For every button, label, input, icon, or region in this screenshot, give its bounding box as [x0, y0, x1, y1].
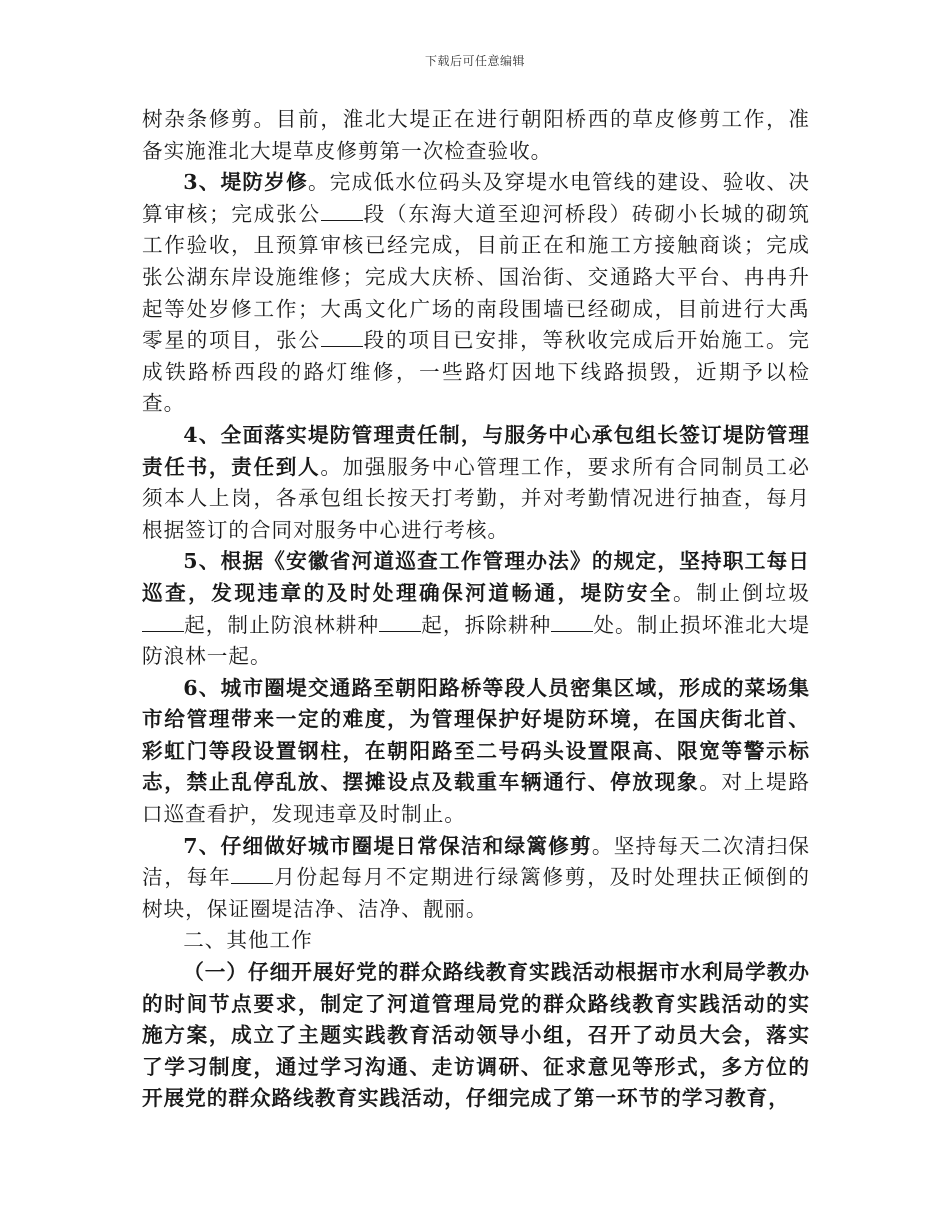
paragraph-text: 起，拆除耕种: [421, 612, 552, 637]
paragraph-text: 段（东海大道至迎河桥段）砖砌小长城的砌筑工作验收，且预算审核已经完成，目前正在和施工方接触商谈；完成张公湖东岸设施维修；完成大庆桥、国治街、交通路大平台、冉冉升起等处岁修工作；大禹文化广场的南段围墙已经砌成，目前进行大禹零星的项目，张公: [142, 201, 811, 353]
fill-blank: [231, 865, 273, 884]
fill-blank: [142, 613, 184, 632]
paragraph-river-patrol: [142, 546, 810, 672]
paragraph-text: 段的项目已安排，等秋收完成后开始施工。完成铁路桥西段的路灯维修，一些路灯因地下线路损毁，近期予以检查。: [142, 328, 811, 416]
paragraph-heading: 3、堤防岁修: [183, 170, 308, 195]
paragraph-text: 二、其他工作: [183, 928, 313, 953]
paragraph-heading: 4、全面落实堤防管理责任制，与服务中心承包组长签订堤防管理责任书，责任到人: [142, 422, 810, 479]
fill-blank: [321, 328, 363, 347]
paragraph-heading: 7、仔细做好城市圈堤日常保洁和绿篱修剪: [183, 833, 592, 858]
section-heading-other-work: [142, 925, 810, 957]
paragraph-text: 。完成低水位码头及穿堤水电管线的建设、验收、决算审核；完成张公: [142, 170, 810, 226]
page-header: 下载后可任意编辑: [424, 54, 525, 68]
paragraph-text: 。制止倒垃圾: [672, 580, 811, 605]
fill-blank: [321, 202, 363, 221]
fill-blank: [551, 613, 593, 632]
paragraph-mass-line-education: [142, 957, 810, 1115]
fill-blank: [379, 613, 421, 632]
paragraph-text: 处。制止损坏淮北大堤防浪林一起。: [142, 612, 811, 669]
paragraph-text: 树杂条修剪。目前，淮北大堤正在进行朝阳桥西的草皮修剪工作，准备实施淮北大堤草皮修剪第一次检查验收。: [142, 107, 810, 163]
paragraph-heading: 5、根据《安徽省河道巡查工作管理办法》的规定，坚持职工每日巡查，发现违章的及时处理确保河道畅通，堤防安全: [142, 549, 810, 605]
paragraph-text: 。坚持每天二次清扫保洁，每年: [142, 833, 811, 890]
paragraph-heading: （一）仔细开展好党的群众路线教育实践活动根据市水利局学教办的时间节点要求，制定了河道管理局党的群众路线教育实践活动的实施方案，成立了主题实践教育活动领导小组，召开了动员大会，落实了学习制度，通过学习沟通、走访调研、征求意见等形式，多方位的开展党的群众路线教育实践活动，仔细完成了第一环节的学习教育，: [142, 960, 810, 1111]
paragraph-text: 月份起每月不定期进行绿篱修剪，及时处理扶正倾倒的树块，保证圈堤洁净、洁净、靓丽。: [142, 865, 811, 921]
paragraph-text: 。对上堤路口巡查看护，发现违章及时制止。: [142, 770, 811, 827]
paragraph-embankment-repair: [142, 167, 810, 420]
document-body: [142, 104, 810, 1115]
paragraph-continuation: [142, 104, 810, 167]
paragraph-crowded-area: [142, 673, 810, 831]
paragraph-cleaning: [142, 831, 810, 926]
paragraph-responsibility-system: [142, 420, 810, 546]
paragraph-text: 。加强服务中心管理工作，要求所有合同制员工必须本人上岗，各承包组长按天打考勤，并对考勤情况进行抽查，每月根据签订的合同对服务中心进行考核。: [142, 454, 811, 542]
paragraph-text: 起，制止防浪林耕种: [184, 612, 380, 637]
paragraph-heading: 6、城市圈堤交通路至朝阳路桥等段人员密集区域，形成的菜场集市给管理带来一定的难度，为管理保护好堤防环境，在国庆街北首、彩虹门等段设置钢柱，在朝阳路至二号码头设置限高、限宽等警示标志，禁止乱停乱放、摆摊设点及载重车辆通行、停放现象: [142, 675, 810, 795]
